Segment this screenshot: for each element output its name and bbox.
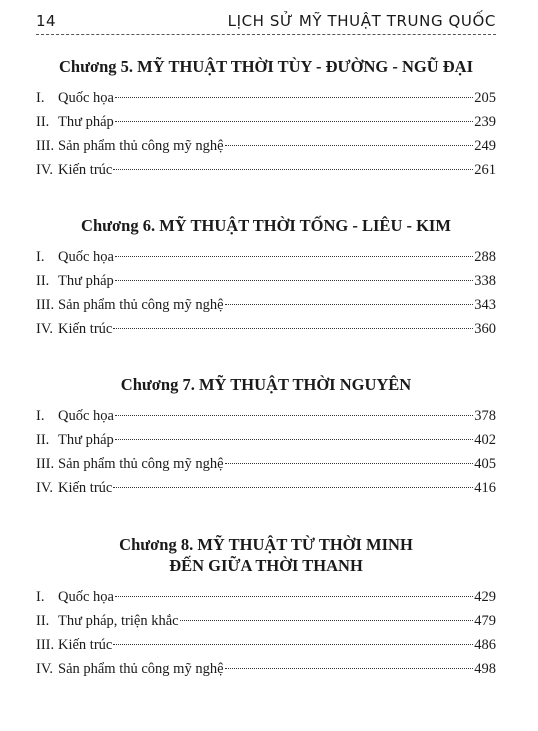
entry-number: II.	[36, 432, 50, 448]
toc-entry	[36, 452, 496, 476]
entry-page: 288	[474, 249, 496, 265]
dot-leader	[225, 462, 474, 464]
entry-number: III.	[36, 138, 55, 154]
entry-page: 429	[474, 589, 496, 605]
entry-label: Thư pháp, triện khắc	[58, 613, 179, 629]
entry-label: Quốc họa	[58, 408, 114, 424]
entry-label: Kiến trúc	[58, 321, 113, 337]
entry-page: 249	[474, 138, 496, 154]
toc-entry	[36, 633, 496, 657]
chapter-title-line: ĐẾN GIỮA THỜI THANH	[169, 556, 363, 575]
entry-number: II.	[36, 273, 50, 289]
entry-page: 338	[474, 273, 496, 289]
chapter-title	[36, 56, 496, 77]
toc-entry	[36, 476, 496, 500]
chapter-title	[36, 374, 496, 395]
entry-label: Sản phẩm thủ công mỹ nghệ	[58, 138, 224, 154]
page-header	[36, 10, 496, 35]
entry-number: IV.	[36, 162, 54, 178]
toc-entry	[36, 317, 496, 341]
dot-leader	[115, 414, 473, 416]
toc-entry	[36, 245, 496, 269]
chapter-title	[36, 534, 496, 576]
dot-leader	[115, 255, 473, 257]
dot-leader	[225, 667, 474, 669]
entry-number: III.	[36, 297, 55, 313]
entry-page: 360	[474, 321, 496, 337]
entry-number: I.	[36, 408, 45, 424]
entry-label: Quốc họa	[58, 90, 114, 106]
dot-leader	[113, 168, 473, 170]
chapter-6	[36, 215, 496, 341]
toc-entry	[36, 86, 496, 110]
entry-page: 239	[474, 114, 496, 130]
chapter-title-line: Chương 8. MỸ THUẬT TỪ THỜI MINH	[119, 535, 413, 554]
entry-number: III.	[36, 637, 55, 653]
chapter-title-line: Chương 6. MỸ THUẬT THỜI TỐNG - LIÊU - KIM	[81, 216, 451, 235]
entry-page: 378	[474, 408, 496, 424]
dot-leader	[180, 619, 474, 621]
toc-entry	[36, 293, 496, 317]
dot-leader	[113, 486, 473, 488]
dot-leader	[115, 96, 473, 98]
dot-leader	[115, 438, 473, 440]
entry-page: 416	[474, 480, 496, 496]
entry-number: II.	[36, 613, 50, 629]
dot-leader	[115, 120, 473, 122]
entry-label: Thư pháp	[58, 114, 114, 130]
toc-entry	[36, 158, 496, 182]
entry-page: 405	[474, 456, 496, 472]
entry-number: III.	[36, 456, 55, 472]
toc-entry	[36, 269, 496, 293]
dot-leader	[115, 279, 473, 281]
entry-label: Kiến trúc	[58, 637, 113, 653]
page-number: 14	[36, 12, 57, 30]
toc-entry	[36, 110, 496, 134]
running-title: LỊCH SỬ MỸ THUẬT TRUNG QUỐC	[227, 12, 496, 30]
entry-page: 205	[474, 90, 496, 106]
entry-label: Sản phẩm thủ công mỹ nghệ	[58, 661, 224, 677]
entry-page: 402	[474, 432, 496, 448]
dot-leader	[225, 144, 474, 146]
chapter-5	[36, 56, 496, 182]
entry-number: I.	[36, 589, 45, 605]
entry-page: 479	[474, 613, 496, 629]
entry-number: IV.	[36, 661, 54, 677]
entry-label: Sản phẩm thủ công mỹ nghệ	[58, 456, 224, 472]
entry-page: 343	[474, 297, 496, 313]
entry-number: II.	[36, 114, 50, 130]
entry-number: IV.	[36, 321, 54, 337]
toc-entry	[36, 428, 496, 452]
entry-page: 498	[474, 661, 496, 677]
entry-label: Thư pháp	[58, 273, 114, 289]
dot-leader	[115, 595, 473, 597]
toc-entry	[36, 657, 496, 681]
entry-label: Quốc họa	[58, 249, 114, 265]
dot-leader	[225, 303, 474, 305]
entry-page: 261	[474, 162, 496, 178]
dot-leader	[113, 327, 473, 329]
entry-label: Quốc họa	[58, 589, 114, 605]
entry-number: I.	[36, 90, 45, 106]
entry-label: Thư pháp	[58, 432, 114, 448]
toc-entry	[36, 404, 496, 428]
entry-label: Kiến trúc	[58, 162, 113, 178]
chapter-8	[36, 534, 496, 681]
entry-label: Sản phẩm thủ công mỹ nghệ	[58, 297, 224, 313]
entry-number: I.	[36, 249, 45, 265]
chapter-7	[36, 374, 496, 500]
toc-entry	[36, 134, 496, 158]
toc-entry	[36, 609, 496, 633]
dot-leader	[113, 643, 473, 645]
chapter-title-line: Chương 7. MỸ THUẬT THỜI NGUYÊN	[120, 375, 412, 394]
entry-number: IV.	[36, 480, 54, 496]
entry-label: Kiến trúc	[58, 480, 113, 496]
chapter-title	[36, 215, 496, 236]
entry-page: 486	[474, 637, 496, 653]
toc-entry	[36, 585, 496, 609]
table-of-contents	[36, 44, 496, 681]
chapter-title-line: Chương 5. MỸ THUẬT THỜI TÙY - ĐƯỜNG - NGŨ ĐẠI	[58, 57, 473, 76]
